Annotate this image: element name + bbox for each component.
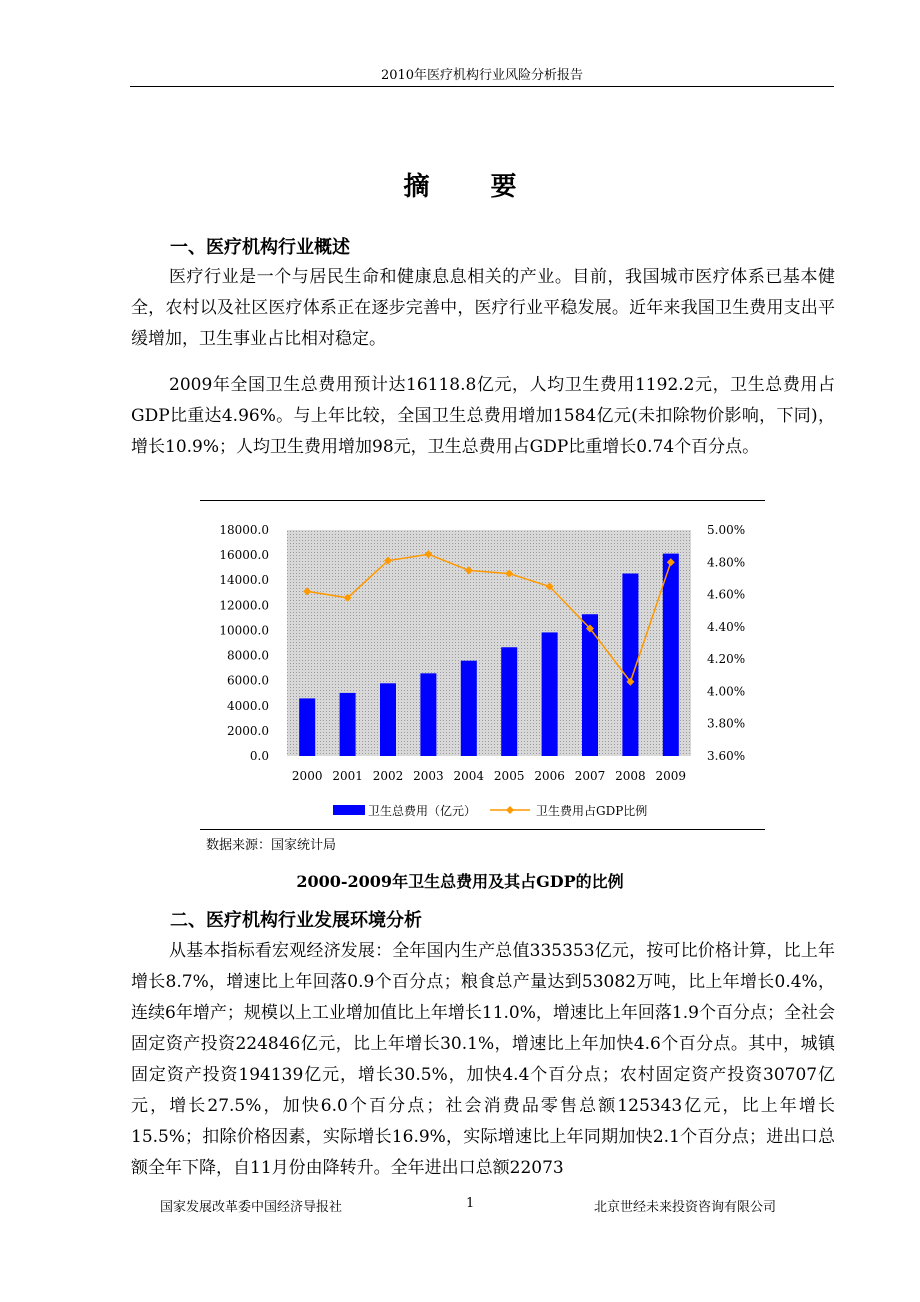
- x-axis-tick-label: 2001: [332, 769, 363, 783]
- legend-line-label: 卫生费用占GDP比例: [536, 804, 648, 818]
- bar-2005: [501, 647, 517, 756]
- x-axis-tick-label: 2002: [372, 769, 404, 783]
- health-expenditure-chart: [200, 501, 765, 829]
- right-axis-tick-label: 3.80%: [707, 716, 746, 731]
- right-axis-tick-label: 3.60%: [707, 749, 746, 763]
- legend-bar-swatch: [333, 805, 365, 815]
- paragraph-overview-1: 医疗行业是一个与居民生命和健康息息相关的产业。目前，我国城市医疗体系已基本健全，农村以及社区医疗体系正在逐步完善中，医疗行业平稳发展。近年来我国卫生费用支出平缓增加，卫生事业占比相对稳定。: [131, 267, 835, 349]
- bar-2004: [461, 661, 477, 756]
- right-axis-tick-label: 4.80%: [707, 555, 746, 570]
- right-axis-tick-label: 4.60%: [707, 587, 746, 602]
- x-axis-tick-label: 2008: [615, 769, 646, 783]
- paragraph-environment-1: 从基本指标看宏观经济发展：全年国内生产总值335353亿元，按可比价格计算，比上年增长8.7%，增速比上年回落0.9个百分点；粮食总产量达到53082万吨，比上年增长0.4%，连续6年增产；规模以上工业增加值比上年增长11.0%，增速比上年回落1.9个百分点；全社会固定资产投资224846亿元，比上年增长30.1%，增速比上年加快4.6个百分点。其中，城镇固定资产投资194139亿元，增长30.5%，加快4.4个百分点；农村固定资产投资30707亿元，增长27.5%，加快6.0个百分点；社会消费品零售总额125343亿元，比上年增长15.5%；扣除价格因素，实际增长16.9%，实际增速比上年同期加快2.1个百分点；进出口总额全年下降，自11月份由降转升。全年进出口总额22073: [131, 941, 835, 1178]
- x-axis-tick-label: 2005: [493, 769, 525, 783]
- x-axis-tick-label: 2007: [574, 769, 606, 783]
- x-axis-tick-label: 2003: [413, 769, 444, 783]
- right-axis-tick-label: 4.20%: [707, 652, 746, 667]
- x-axis-tick-label: 2004: [453, 769, 485, 783]
- left-axis-tick-label: 8000.0: [227, 648, 269, 663]
- footer-page-number: 1: [466, 1196, 475, 1211]
- left-axis-tick-label: 12000.0: [219, 598, 269, 613]
- bar-2006: [542, 632, 558, 756]
- bar-2001: [340, 693, 356, 756]
- bar-2009: [663, 554, 679, 756]
- footer-right: 北京世经未来投资咨询有限公司: [594, 1200, 777, 1215]
- right-axis-tick-label: 4.00%: [707, 684, 746, 699]
- left-axis-tick-label: 4000.0: [227, 698, 269, 713]
- chart-caption: 2000-2009年卫生总费用及其占GDP的比例: [296, 872, 624, 891]
- left-axis-tick-label: 2000.0: [227, 723, 269, 738]
- left-axis-tick-label: 10000.0: [219, 623, 269, 638]
- chart-container: [200, 500, 765, 830]
- page-header: 2010年医疗机构行业风险分析报告: [380, 68, 584, 83]
- bar-2003: [420, 673, 436, 756]
- right-axis-tick-label: 4.40%: [707, 619, 746, 634]
- left-axis-tick-label: 0.0: [249, 749, 269, 763]
- left-axis-tick-label: 16000.0: [219, 548, 269, 563]
- x-axis-tick-label: 2009: [655, 769, 687, 783]
- section-heading-overview: 一、医疗机构行业概述: [170, 237, 350, 258]
- bar-2002: [380, 683, 396, 756]
- legend-bar-label: 卫生总费用（亿元）: [368, 804, 477, 818]
- page-title: 摘 要: [403, 172, 543, 202]
- footer-left: 国家发展改革委中国经济导报社: [160, 1200, 343, 1215]
- chart-source: 数据来源：国家统计局: [206, 838, 337, 853]
- legend-line-marker: [506, 806, 514, 814]
- section-heading-environment: 二、医疗机构行业发展环境分析: [170, 910, 422, 931]
- x-axis-tick-label: 2006: [534, 769, 565, 783]
- paragraph-overview-2: 2009年全国卫生总费用预计达16118.8亿元，人均卫生费用1192.2元，卫生总费用占GDP比重达4.96%。与上年比较，全国卫生总费用增加1584亿元(未扣除物价影响，下同)，增长10.9%；人均卫生费用增加98元，卫生总费用占GDP比重增长0.74个百分点。: [131, 375, 835, 457]
- chart-legend: [333, 803, 647, 818]
- bar-2000: [299, 698, 315, 756]
- header-rule: [130, 86, 834, 87]
- x-axis-tick-label: 2000: [291, 769, 323, 783]
- right-axis-tick-label: 5.00%: [707, 523, 746, 537]
- left-axis-tick-label: 14000.0: [219, 573, 269, 588]
- left-axis-tick-label: 18000.0: [219, 523, 269, 537]
- left-axis-tick-label: 6000.0: [227, 673, 269, 688]
